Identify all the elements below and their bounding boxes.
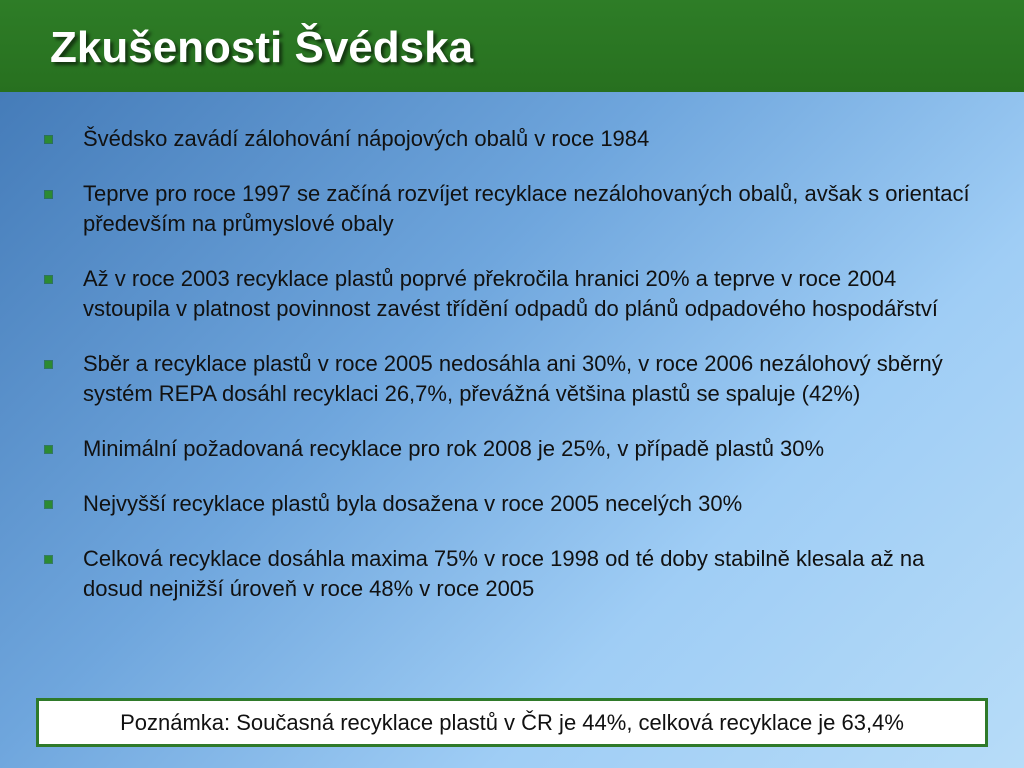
square-bullet-icon	[45, 276, 52, 283]
bullet-item	[44, 179, 974, 239]
bullet-item	[44, 349, 974, 409]
bullet-list	[44, 124, 974, 629]
bullet-item	[44, 124, 974, 154]
note-box	[36, 698, 988, 747]
square-bullet-icon	[45, 446, 52, 453]
bullet-item	[44, 489, 974, 519]
title-bar	[0, 0, 1024, 92]
bullet-text: Teprve pro roce 1997 se začíná rozvíjet recyklace nezálohovaných obalů, avšak s orientací především na průmyslové obaly	[83, 181, 970, 236]
square-bullet-icon	[45, 361, 52, 368]
bullet-item	[44, 434, 974, 464]
square-bullet-icon	[45, 136, 52, 143]
bullet-text: Sběr a recyklace plastů v roce 2005 nedosáhla ani 30%, v roce 2006 nezálohový sběrný systém REPA dosáhl recyklaci 26,7%, převážná většina plastů se spaluje (42%)	[83, 351, 943, 406]
bullet-text: Celková recyklace dosáhla maxima 75% v roce 1998 od té doby stabilně klesala až na dosud nejnižší úroveň v roce 48% v roce 2005	[83, 546, 925, 601]
bullet-text: Až v roce 2003 recyklace plastů poprvé překročila hranici 20% a teprve v roce 2004 vstoupila v platnost povinnost zavést třídění odpadů do plánů odpadového hospodářství	[83, 266, 938, 321]
square-bullet-icon	[45, 501, 52, 508]
note-text: Poznámka: Současná recyklace plastů v ČR je 44%, celková recyklace je 63,4%	[120, 709, 904, 735]
bullet-item	[44, 544, 974, 604]
bullet-text: Nejvyšší recyklace plastů byla dosažena v roce 2005 necelých 30%	[83, 491, 743, 516]
square-bullet-icon	[45, 556, 52, 563]
square-bullet-icon	[45, 191, 52, 198]
bullet-text: Švédsko zavádí zálohování nápojových obalů v roce 1984	[83, 126, 650, 151]
slide-title: Zkušenosti Švédska	[50, 23, 474, 72]
bullet-text: Minimální požadovaná recyklace pro rok 2008 je 25%, v případě plastů 30%	[83, 436, 825, 461]
bullet-item	[44, 264, 974, 324]
